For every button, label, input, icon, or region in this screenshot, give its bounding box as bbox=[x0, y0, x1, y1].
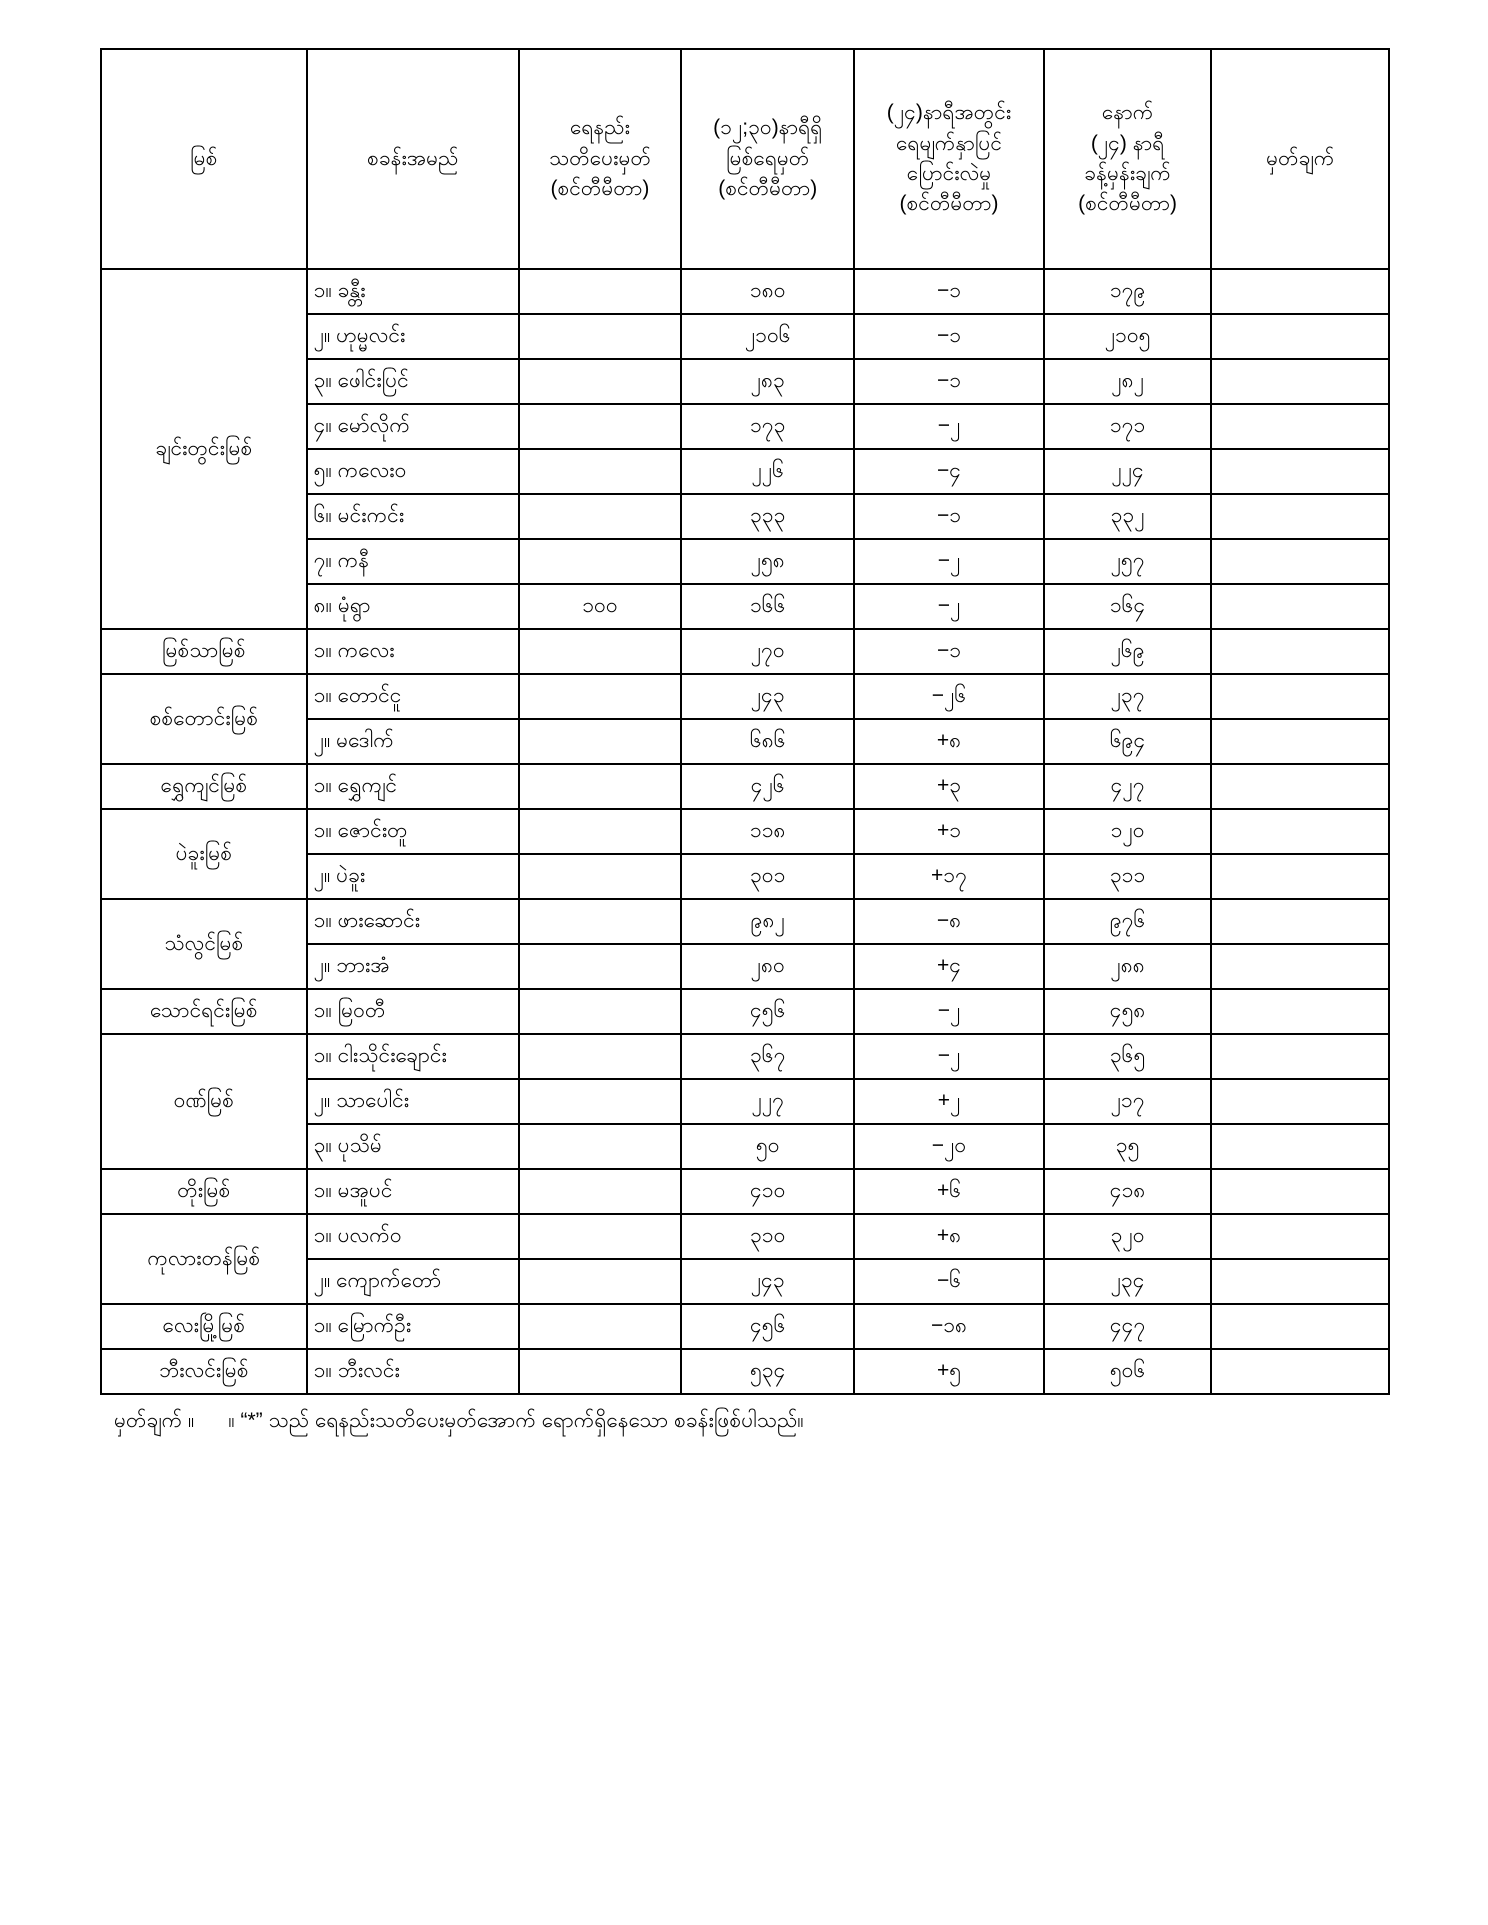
cell-change-24h: −၂ bbox=[854, 989, 1043, 1034]
cell-danger-level bbox=[519, 1214, 681, 1259]
cell-change-24h: −၂ bbox=[854, 584, 1043, 629]
cell-station: ၁။ ဇောင်းတူ bbox=[307, 809, 519, 854]
cell-danger-level bbox=[519, 989, 681, 1034]
cell-remark bbox=[1211, 494, 1389, 539]
cell-change-24h: −၂ bbox=[854, 539, 1043, 584]
cell-forecast-24h: ၂၆၉ bbox=[1044, 629, 1212, 674]
cell-water-level: ၁၁၈ bbox=[681, 809, 854, 854]
cell-forecast-24h: ၃၁၁ bbox=[1044, 854, 1212, 899]
cell-remark bbox=[1211, 1169, 1389, 1214]
cell-forecast-24h: ၄၂၇ bbox=[1044, 764, 1212, 809]
cell-station: ၁။ မြဝတီ bbox=[307, 989, 519, 1034]
cell-remark bbox=[1211, 1214, 1389, 1259]
cell-water-level: ၂၄၃ bbox=[681, 1259, 854, 1304]
table-row bbox=[101, 1034, 1389, 1079]
cell-forecast-24h: ၂၁၀၅ bbox=[1044, 314, 1212, 359]
cell-change-24h: +၈ bbox=[854, 719, 1043, 764]
cell-river: သံလွင်မြစ် bbox=[101, 899, 307, 989]
cell-change-24h: −၄ bbox=[854, 449, 1043, 494]
cell-forecast-24h: ၁၇၁ bbox=[1044, 404, 1212, 449]
cell-forecast-24h: ၂၃၄ bbox=[1044, 1259, 1212, 1304]
header-remark: မှတ်ချက် bbox=[1211, 49, 1389, 269]
cell-danger-level bbox=[519, 809, 681, 854]
cell-remark bbox=[1211, 719, 1389, 764]
cell-forecast-24h: ၃၂၀ bbox=[1044, 1214, 1212, 1259]
cell-forecast-24h: ၁၇၉ bbox=[1044, 269, 1212, 314]
cell-change-24h: −၁၈ bbox=[854, 1304, 1043, 1349]
cell-river: စစ်တောင်းမြစ် bbox=[101, 674, 307, 764]
cell-water-level: ၃၀၁ bbox=[681, 854, 854, 899]
cell-change-24h: −၆ bbox=[854, 1259, 1043, 1304]
cell-station: ၂။ ပဲခူး bbox=[307, 854, 519, 899]
cell-station: ၂။ ဟုမ္မလင်း bbox=[307, 314, 519, 359]
cell-forecast-24h: ၉၇၆ bbox=[1044, 899, 1212, 944]
footnote bbox=[100, 1405, 1388, 1437]
header-row bbox=[101, 49, 1389, 269]
cell-danger-level bbox=[519, 719, 681, 764]
cell-river: သောင်ရင်းမြစ် bbox=[101, 989, 307, 1034]
cell-danger-level bbox=[519, 359, 681, 404]
cell-water-level: ၄၅၆ bbox=[681, 989, 854, 1034]
header-water-level: (၁၂;၃၀)နာရီရှိ မြစ်ရေမှတ် (စင်တီမီတာ) bbox=[681, 49, 854, 269]
cell-change-24h: +၈ bbox=[854, 1214, 1043, 1259]
cell-forecast-24h: ၂၈၈ bbox=[1044, 944, 1212, 989]
header-forecast-24h: နောက် (၂၄) နာရီ ခန့်မှန်းချက် (စင်တီမီတာ) bbox=[1044, 49, 1212, 269]
cell-water-level: ၂၇၀ bbox=[681, 629, 854, 674]
cell-remark bbox=[1211, 1034, 1389, 1079]
cell-river: ကုလားတန်မြစ် bbox=[101, 1214, 307, 1304]
cell-forecast-24h: ၆၉၄ bbox=[1044, 719, 1212, 764]
header-change-24h: (၂၄)နာရီအတွင်း ရေမျက်နှာပြင် ပြောင်းလဲမှု (စင်တီမီတာ) bbox=[854, 49, 1043, 269]
cell-forecast-24h: ၁၆၄ bbox=[1044, 584, 1212, 629]
cell-forecast-24h: ၃၃၂ bbox=[1044, 494, 1212, 539]
table-row bbox=[101, 899, 1389, 944]
table-row bbox=[101, 1304, 1389, 1349]
cell-remark bbox=[1211, 1304, 1389, 1349]
table-row bbox=[101, 629, 1389, 674]
cell-remark bbox=[1211, 1259, 1389, 1304]
cell-change-24h: −၂ bbox=[854, 1034, 1043, 1079]
cell-river: မြစ်သာမြစ် bbox=[101, 629, 307, 674]
cell-river: ပဲခူးမြစ် bbox=[101, 809, 307, 899]
cell-remark bbox=[1211, 584, 1389, 629]
cell-danger-level bbox=[519, 1079, 681, 1124]
cell-danger-level bbox=[519, 764, 681, 809]
footnote-text: ။ “*” သည် ရေနည်းသတိပေးမှတ်အောက် ရောက်ရှိနေသော စခန်းဖြစ်ပါသည်။ bbox=[228, 1409, 804, 1432]
cell-river: တိုးမြစ် bbox=[101, 1169, 307, 1214]
cell-forecast-24h: ၂၃၇ bbox=[1044, 674, 1212, 719]
cell-forecast-24h: ၁၂၀ bbox=[1044, 809, 1212, 854]
cell-water-level: ၁၆၆ bbox=[681, 584, 854, 629]
cell-station: ၁။ ပလက်ဝ bbox=[307, 1214, 519, 1259]
cell-station: ၃။ ပုသိမ် bbox=[307, 1124, 519, 1169]
cell-station: ၈။ မုံရွာ bbox=[307, 584, 519, 629]
cell-change-24h: −၁ bbox=[854, 269, 1043, 314]
cell-station: ၁။ ကလေး bbox=[307, 629, 519, 674]
cell-river: ဝဏ်မြစ် bbox=[101, 1034, 307, 1169]
cell-forecast-24h: ၂၅၇ bbox=[1044, 539, 1212, 584]
table-row bbox=[101, 1349, 1389, 1394]
cell-river: လေးမြို့မြစ် bbox=[101, 1304, 307, 1349]
cell-change-24h: −၁ bbox=[854, 359, 1043, 404]
cell-danger-level: ၁၀၀ bbox=[519, 584, 681, 629]
cell-remark bbox=[1211, 854, 1389, 899]
cell-remark bbox=[1211, 1079, 1389, 1124]
cell-water-level: ၃၁၀ bbox=[681, 1214, 854, 1259]
table-row bbox=[101, 269, 1389, 314]
table-body bbox=[101, 269, 1389, 1394]
cell-water-level: ၂၂၇ bbox=[681, 1079, 854, 1124]
cell-change-24h: +၁၇ bbox=[854, 854, 1043, 899]
cell-danger-level bbox=[519, 269, 681, 314]
cell-change-24h: −၂၀ bbox=[854, 1124, 1043, 1169]
cell-water-level: ၃၆၇ bbox=[681, 1034, 854, 1079]
cell-change-24h: −၁ bbox=[854, 494, 1043, 539]
cell-water-level: ၄၁၀ bbox=[681, 1169, 854, 1214]
cell-change-24h: +၂ bbox=[854, 1079, 1043, 1124]
cell-change-24h: −၁ bbox=[854, 629, 1043, 674]
cell-station: ၁။ ခန္တီး bbox=[307, 269, 519, 314]
cell-remark bbox=[1211, 359, 1389, 404]
cell-station: ၇။ ကနီ bbox=[307, 539, 519, 584]
cell-station: ၂။ ဘားအံ bbox=[307, 944, 519, 989]
cell-water-level: ၉၈၂ bbox=[681, 899, 854, 944]
cell-forecast-24h: ၄၁၈ bbox=[1044, 1169, 1212, 1214]
cell-remark bbox=[1211, 944, 1389, 989]
cell-change-24h: +၄ bbox=[854, 944, 1043, 989]
cell-water-level: ၁၈၀ bbox=[681, 269, 854, 314]
cell-danger-level bbox=[519, 854, 681, 899]
cell-station: ၃။ ဖေါင်းပြင် bbox=[307, 359, 519, 404]
footnote-label: မှတ်ချက် ။ bbox=[114, 1409, 195, 1432]
cell-station: ၁။ ရွှေကျင် bbox=[307, 764, 519, 809]
cell-change-24h: +၁ bbox=[854, 809, 1043, 854]
cell-danger-level bbox=[519, 1169, 681, 1214]
cell-danger-level bbox=[519, 1259, 681, 1304]
cell-remark bbox=[1211, 809, 1389, 854]
cell-forecast-24h: ၂၈၂ bbox=[1044, 359, 1212, 404]
cell-danger-level bbox=[519, 944, 681, 989]
cell-remark bbox=[1211, 269, 1389, 314]
table-row bbox=[101, 1169, 1389, 1214]
cell-danger-level bbox=[519, 1349, 681, 1394]
cell-remark bbox=[1211, 1349, 1389, 1394]
cell-river: ရွှေကျင်မြစ် bbox=[101, 764, 307, 809]
cell-water-level: ၂၅၈ bbox=[681, 539, 854, 584]
cell-remark bbox=[1211, 314, 1389, 359]
cell-station: ၁။ ငါးသိုင်းချောင်း bbox=[307, 1034, 519, 1079]
cell-station: ၆။ မင်းကင်း bbox=[307, 494, 519, 539]
cell-river: ချင်းတွင်းမြစ် bbox=[101, 269, 307, 629]
cell-forecast-24h: ၅၀၆ bbox=[1044, 1349, 1212, 1394]
cell-change-24h: −၂၆ bbox=[854, 674, 1043, 719]
cell-change-24h: −၂ bbox=[854, 404, 1043, 449]
cell-remark bbox=[1211, 629, 1389, 674]
cell-change-24h: −၁ bbox=[854, 314, 1043, 359]
cell-change-24h: +၃ bbox=[854, 764, 1043, 809]
cell-water-level: ၁၇၃ bbox=[681, 404, 854, 449]
cell-forecast-24h: ၄၅၈ bbox=[1044, 989, 1212, 1034]
cell-danger-level bbox=[519, 899, 681, 944]
cell-water-level: ၂၈၃ bbox=[681, 359, 854, 404]
cell-remark bbox=[1211, 404, 1389, 449]
cell-water-level: ၄၂၆ bbox=[681, 764, 854, 809]
cell-river: ဘီးလင်းမြစ် bbox=[101, 1349, 307, 1394]
cell-station: ၂။ ကျောက်တော် bbox=[307, 1259, 519, 1304]
cell-forecast-24h: ၄၄၇ bbox=[1044, 1304, 1212, 1349]
cell-remark bbox=[1211, 449, 1389, 494]
cell-remark bbox=[1211, 764, 1389, 809]
cell-danger-level bbox=[519, 1034, 681, 1079]
cell-station: ၁။ မြောက်ဦး bbox=[307, 1304, 519, 1349]
cell-change-24h: +၆ bbox=[854, 1169, 1043, 1214]
river-water-level-table bbox=[100, 48, 1390, 1395]
header-station: စခန်းအမည် bbox=[307, 49, 519, 269]
cell-forecast-24h: ၃၆၅ bbox=[1044, 1034, 1212, 1079]
cell-station: ၄။ မော်လိုက် bbox=[307, 404, 519, 449]
cell-water-level: ၃၃၃ bbox=[681, 494, 854, 539]
cell-station: ၁။ ဖားဆောင်း bbox=[307, 899, 519, 944]
table-row bbox=[101, 809, 1389, 854]
cell-water-level: ၅၃၄ bbox=[681, 1349, 854, 1394]
cell-danger-level bbox=[519, 449, 681, 494]
cell-remark bbox=[1211, 1124, 1389, 1169]
cell-danger-level bbox=[519, 1124, 681, 1169]
cell-remark bbox=[1211, 674, 1389, 719]
cell-danger-level bbox=[519, 1304, 681, 1349]
cell-danger-level bbox=[519, 674, 681, 719]
cell-station: ၂။ မဒေါက် bbox=[307, 719, 519, 764]
cell-station: ၅။ ကလေးဝ bbox=[307, 449, 519, 494]
cell-station: ၁။ တောင်ငူ bbox=[307, 674, 519, 719]
cell-change-24h: −၈ bbox=[854, 899, 1043, 944]
cell-remark bbox=[1211, 899, 1389, 944]
cell-change-24h: +၅ bbox=[854, 1349, 1043, 1394]
cell-forecast-24h: ၃၅ bbox=[1044, 1124, 1212, 1169]
cell-water-level: ၂၈၀ bbox=[681, 944, 854, 989]
cell-water-level: ၂၄၃ bbox=[681, 674, 854, 719]
cell-danger-level bbox=[519, 539, 681, 584]
cell-danger-level bbox=[519, 629, 681, 674]
cell-station: ၁။ ဘီးလင်း bbox=[307, 1349, 519, 1394]
table-row bbox=[101, 1214, 1389, 1259]
table-row bbox=[101, 764, 1389, 809]
cell-remark bbox=[1211, 539, 1389, 584]
cell-forecast-24h: ၂၁၇ bbox=[1044, 1079, 1212, 1124]
cell-forecast-24h: ၂၂၄ bbox=[1044, 449, 1212, 494]
cell-station: ၂။ သာပေါင်း bbox=[307, 1079, 519, 1124]
table-header bbox=[101, 49, 1389, 269]
cell-water-level: ၄၅၆ bbox=[681, 1304, 854, 1349]
cell-water-level: ၂၁၀၆ bbox=[681, 314, 854, 359]
header-danger-level: ရေနည်း သတိပေးမှတ် (စင်တီမီတာ) bbox=[519, 49, 681, 269]
cell-danger-level bbox=[519, 494, 681, 539]
cell-remark bbox=[1211, 989, 1389, 1034]
table-row bbox=[101, 989, 1389, 1034]
cell-danger-level bbox=[519, 314, 681, 359]
cell-water-level: ၂၂၆ bbox=[681, 449, 854, 494]
cell-danger-level bbox=[519, 404, 681, 449]
cell-water-level: ၆၈၆ bbox=[681, 719, 854, 764]
cell-station: ၁။ မအူပင် bbox=[307, 1169, 519, 1214]
cell-water-level: ၅၀ bbox=[681, 1124, 854, 1169]
header-river: မြစ် bbox=[101, 49, 307, 269]
table-row bbox=[101, 674, 1389, 719]
